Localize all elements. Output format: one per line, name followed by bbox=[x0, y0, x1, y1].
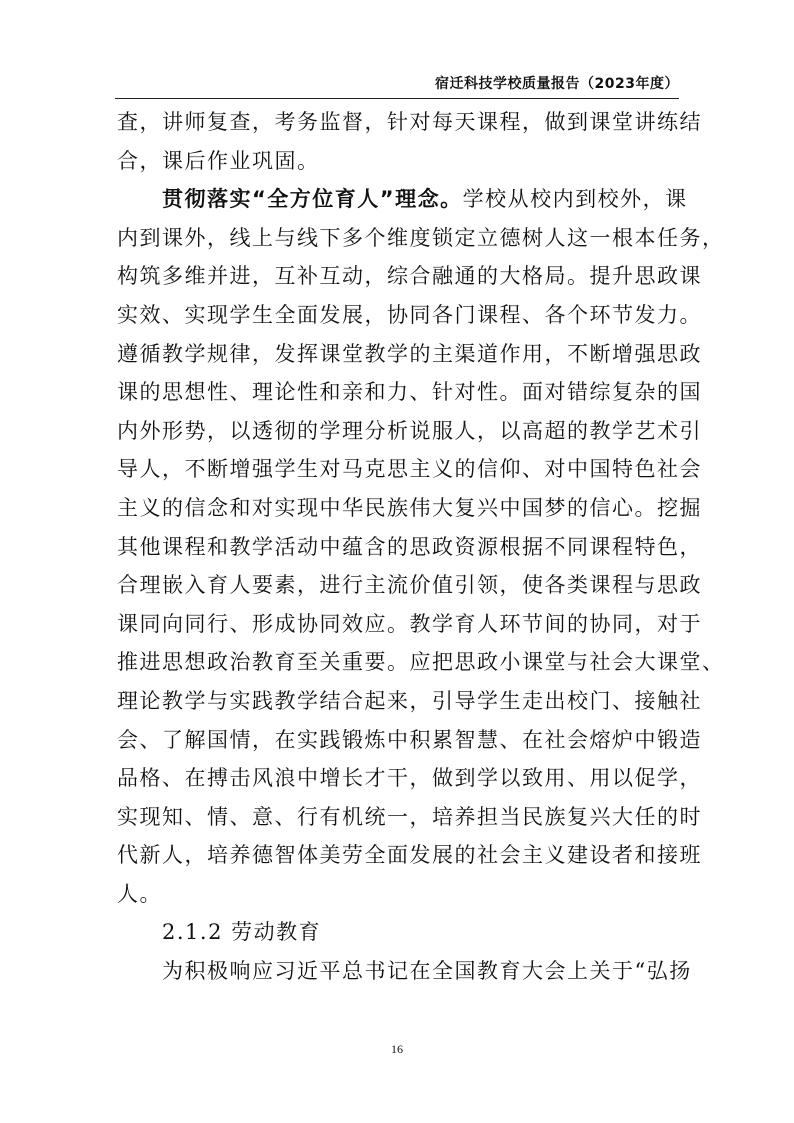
text-line: 合理嵌入育人要素，进行主流价值引领，使各类课程与思政 bbox=[117, 573, 702, 598]
document-body bbox=[117, 103, 725, 991]
text-line: 遵循教学规律，发挥课堂教学的主渠道作用，不断增强思政 bbox=[117, 341, 702, 366]
text-line: 品格、在搏击风浪中增长才干，做到学以致用、用以促学， bbox=[117, 766, 702, 791]
report-title: 宿迁科技学校质量报告（2023年度） bbox=[435, 76, 679, 92]
text-line: 实现知、情、意、行有机统一，培养担当民族复兴大任的时 bbox=[117, 804, 702, 829]
text-line: 课同向同行、形成协同效应。教学育人环节间的协同，对于 bbox=[117, 611, 702, 636]
text-line: 其他课程和教学活动中蕴含的思政资源根据不同课程特色， bbox=[117, 534, 702, 559]
text-line: 实效、实现学生全面发展，协同各门课程、各个环节发力。 bbox=[117, 302, 702, 327]
text-line: 课的思想性、理论性和亲和力、针对性。面对错综复杂的国 bbox=[117, 380, 702, 405]
section-heading: 2.1.2 劳动教育 bbox=[162, 920, 322, 945]
text-line: 推进思想政治教育至关重要。应把思政小课堂与社会大课堂、 bbox=[117, 650, 725, 675]
paragraph-lead-line bbox=[117, 180, 687, 219]
text-line: 主义的信念和对实现中华民族伟大复兴中国梦的信心。挖掘 bbox=[117, 495, 702, 520]
text-line: 构筑多维并进，互补互动，综合融通的大格局。提升思政课 bbox=[117, 264, 702, 289]
page-header bbox=[115, 74, 679, 99]
text-line: 査，讲师复查，考务监督，针对每天课程，做到课堂讲练结 bbox=[117, 110, 702, 134]
text-line: 代新人，培养德智体美劳全面发展的社会主义建设者和接班 bbox=[117, 843, 702, 868]
text-line: 人。 bbox=[117, 881, 162, 906]
text-line: 导人，不断增强学生对马克思主义的信仰、对中国特色社会 bbox=[117, 457, 702, 482]
text-line: 理论教学与实践教学结合起来，引导学生走出校门、接触社 bbox=[117, 688, 702, 713]
text-line: 为积极响应习近平总书记在全国教育大会上关于“弘扬 bbox=[162, 959, 692, 984]
page-number: 16 bbox=[391, 1042, 403, 1056]
text-line: 会、了解国情，在实践锻炼中积累智慧、在社会熔炉中锻造 bbox=[117, 727, 702, 752]
bold-lead-text: 贯彻落实“全方位育人”理念。 bbox=[162, 187, 463, 212]
text-line: 内外形势，以透彻的学理分析说服人，以高超的教学艺术引 bbox=[117, 418, 702, 443]
text-line: 内到课外，线上与线下多个维度锁定立德树人这一根本任务， bbox=[117, 225, 725, 250]
lead-rest-text: 学校从校内到校外，课 bbox=[462, 187, 688, 212]
text-line: 合，课后作业巩固。 bbox=[117, 148, 320, 173]
